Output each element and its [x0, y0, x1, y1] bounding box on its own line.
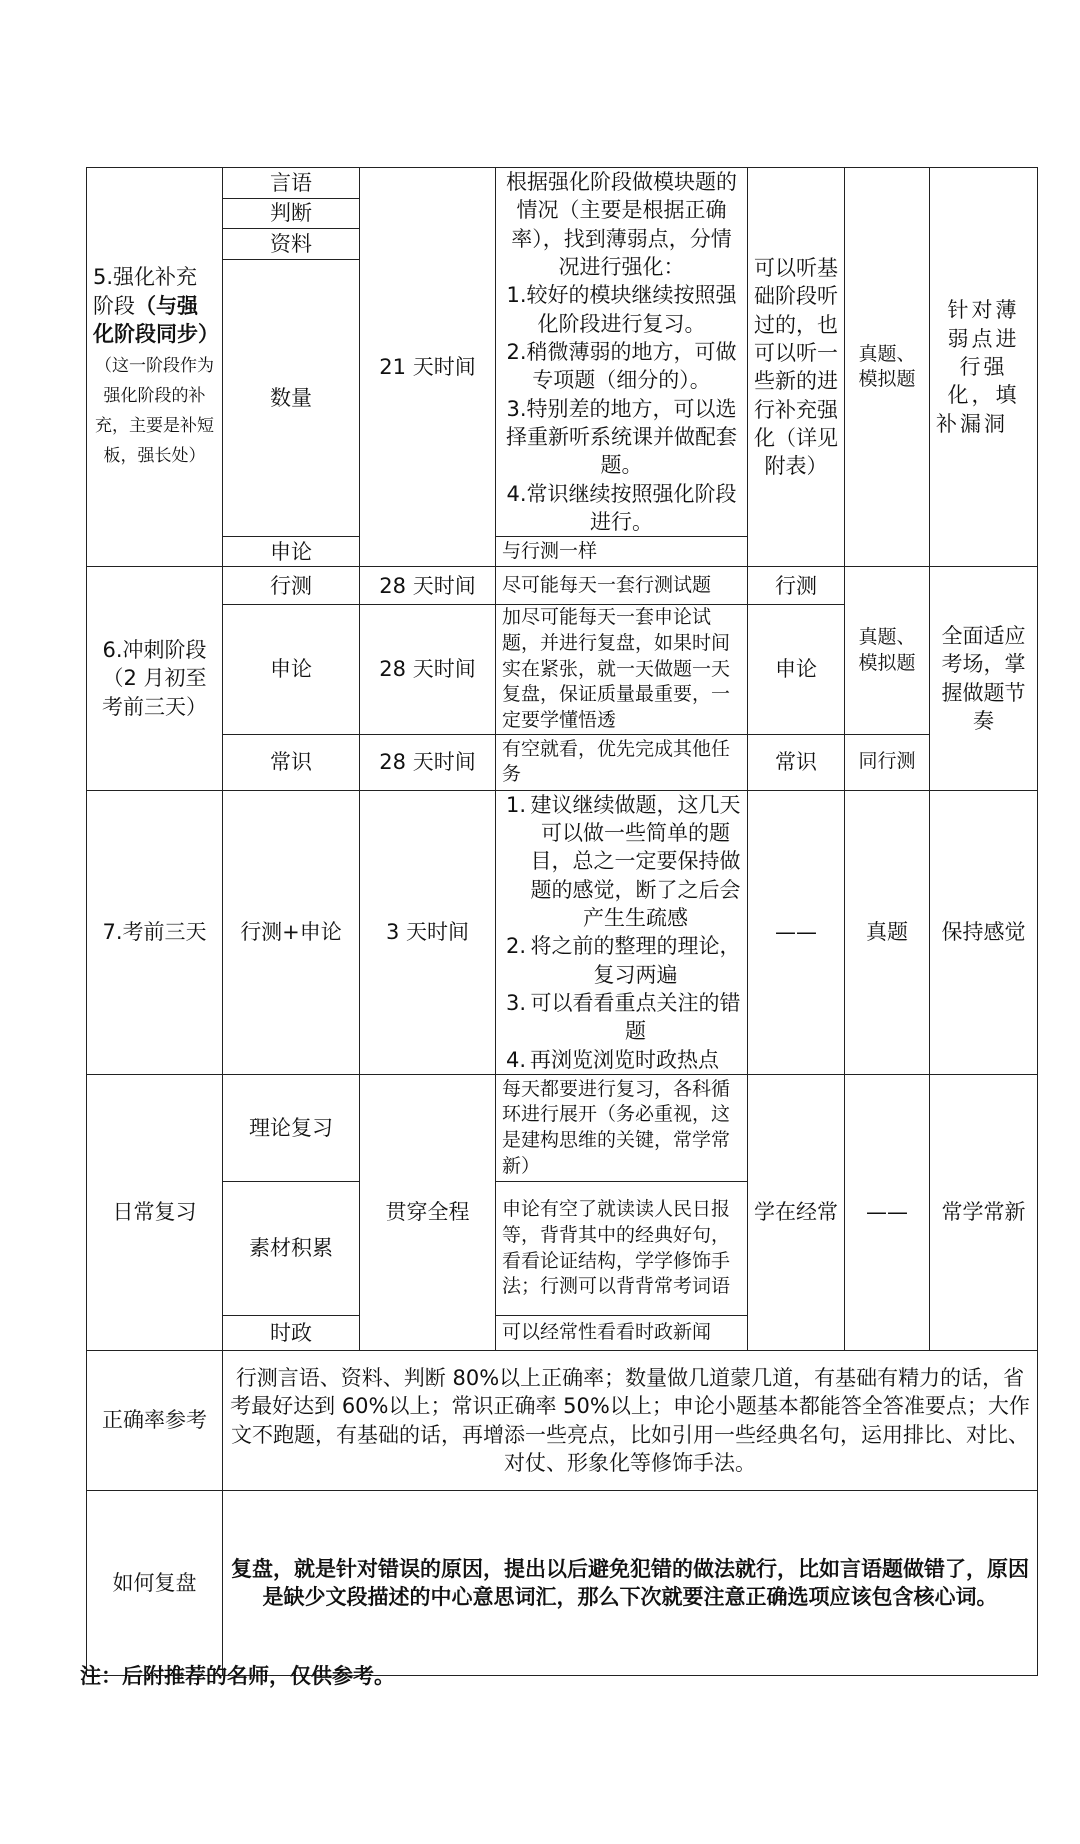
module-yanyu: 言语: [223, 168, 360, 199]
strategy-line: 4.常识继续按照强化阶段进行。: [506, 481, 737, 535]
daily-strategy-material: 申论有空了就读读人民日报等，背背其中的经典好句，看看论证结构，学学修饰手法；行测可以背背常考词语: [496, 1182, 748, 1316]
daily-module-theory: 理论复习: [223, 1075, 360, 1182]
list-item: [502, 989, 741, 1046]
list-num: 2.: [505, 934, 527, 959]
stage7-title: 7.考前三天: [87, 790, 223, 1074]
list-text: 可以看看重点关注的错题: [530, 991, 741, 1044]
stage5-subtitle: （与强化阶段同步）: [93, 293, 219, 346]
stage5-title-cell: [87, 168, 223, 567]
stage5-shenlun-strategy: 与行测一样: [496, 537, 748, 567]
daily-time: 贯穿全程: [360, 1075, 496, 1351]
list-num: 1.: [505, 792, 527, 817]
strategy-line: 根据强化阶段做模块题的情况（主要是根据正确率），找到薄弱点，分情况进行强化：: [506, 170, 737, 280]
review-label: 如何复盘: [87, 1491, 223, 1676]
module-panduan: 判断: [223, 198, 360, 229]
daily-material: ——: [845, 1075, 930, 1351]
list-text: 建议继续做题，这几天可以做一些简单的题目，总之一定要保持做题的感觉，断了之后会产生生疏感: [530, 792, 741, 931]
stage6-strategy-xingce: 尽可能每天一套行测试题: [496, 567, 748, 605]
study-plan-table: [86, 167, 1038, 1676]
daily-module-politics: 时政: [223, 1316, 360, 1351]
stage6-material-changshi: 同行测: [845, 734, 930, 790]
daily-goal: 常学常新: [930, 1075, 1038, 1351]
stage6-module-xingce: 行测: [223, 567, 360, 605]
daily-strategy-theory: 每天都要进行复习，各科循环进行展开（务必重视，这是建构思维的关键，常学常新）: [496, 1075, 748, 1182]
stage6-course-xingce: 行测: [748, 567, 845, 605]
list-item: [502, 932, 741, 989]
list-num: 4.: [505, 1047, 527, 1072]
stage7-module: 行测+申论: [223, 790, 360, 1074]
stage5-goal: 针对薄弱点进行强化，填补漏洞: [930, 168, 1038, 567]
list-text: 再浏览浏览时政热点: [530, 1047, 719, 1072]
stage5-strategy: [496, 168, 748, 537]
stage6-material: 真题、模拟题: [845, 567, 930, 734]
stage6-time-shenlun: 28 天时间: [360, 605, 496, 734]
strategy-line: 3.特别差的地方，可以选择重新听系统课并做配套题。: [506, 396, 737, 478]
stage7-material: 真题: [845, 790, 930, 1074]
accuracy-label: 正确率参考: [87, 1351, 223, 1491]
stage5-note: （这一阶段作为强化阶段的补充，主要是补短板，强长处）: [95, 356, 214, 466]
stage7-goal: 保持感觉: [930, 790, 1038, 1074]
stage7-course: ——: [748, 790, 845, 1074]
list-text: 将之前的整理的理论，复习两遍: [530, 934, 741, 987]
daily-module-material: 素材积累: [223, 1182, 360, 1316]
daily-title: 日常复习: [87, 1075, 223, 1351]
stage6-module-shenlun: 申论: [223, 605, 360, 734]
stage5-time: 21 天时间: [360, 168, 496, 567]
module-shenlun: 申论: [223, 537, 360, 567]
stage6-module-changshi: 常识: [223, 734, 360, 790]
stage5-course: 可以听基础阶段听过的，也可以听一些新的进行补充强化（详见附表）: [748, 168, 845, 567]
stage6-title: 6.冲刺阶段（2 月初至考前三天）: [87, 567, 223, 790]
module-shuliang: 数量: [223, 259, 360, 537]
accuracy-text: 行测言语、资料、判断 80%以上正确率；数量做几道蒙几道，有基础有精力的话，省考最好达到 60%以上；常识正确率 50%以上；申论小题基本都能答全答准要点；大作文不跑题，有基础的话，再增添一些亮点，比如引用一些经典名句，运用排比、对比、对仗、形象化等修饰手法。: [223, 1351, 1038, 1491]
stage6-time-changshi: 28 天时间: [360, 734, 496, 790]
list-item: [502, 791, 741, 933]
stage5-title: 5.强化补充阶段: [93, 265, 198, 318]
stage6-course-shenlun: 申论: [748, 605, 845, 734]
stage6-time-xingce: 28 天时间: [360, 567, 496, 605]
daily-course: 学在经常: [748, 1075, 845, 1351]
daily-strategy-politics: 可以经常性看看时政新闻: [496, 1316, 748, 1351]
stage6-goal: 全面适应考场，掌握做题节奏: [930, 567, 1038, 790]
footnote: 注：后附推荐的名师，仅供参考。: [80, 1664, 395, 1688]
list-item: [502, 1046, 741, 1074]
module-ziliao: 资料: [223, 229, 360, 260]
list-num: 3.: [505, 991, 527, 1016]
stage6-strategy-changshi: 有空就看，优先完成其他任务: [496, 734, 748, 790]
stage5-material: 真题、模拟题: [845, 168, 930, 567]
strategy-line: 1.较好的模块继续按照强化阶段进行复习。: [506, 283, 737, 336]
review-text: 复盘，就是针对错误的原因，提出以后避免犯错的做法就行，比如言语题做错了，原因是缺少文段描述的中心意思词汇，那么下次就要注意正确选项应该包含核心词。: [223, 1491, 1038, 1676]
stage6-strategy-shenlun: 加尽可能每天一套申论试题，并进行复盘，如果时间实在紧张，就一天做题一天复盘，保证质量最重要，一定要学懂悟透: [496, 605, 748, 734]
stage7-time: 3 天时间: [360, 790, 496, 1074]
stage6-course-changshi: 常识: [748, 734, 845, 790]
stage7-list: [496, 790, 748, 1074]
strategy-line: 2.稍微薄弱的地方，可做专项题（细分的）。: [506, 340, 737, 393]
